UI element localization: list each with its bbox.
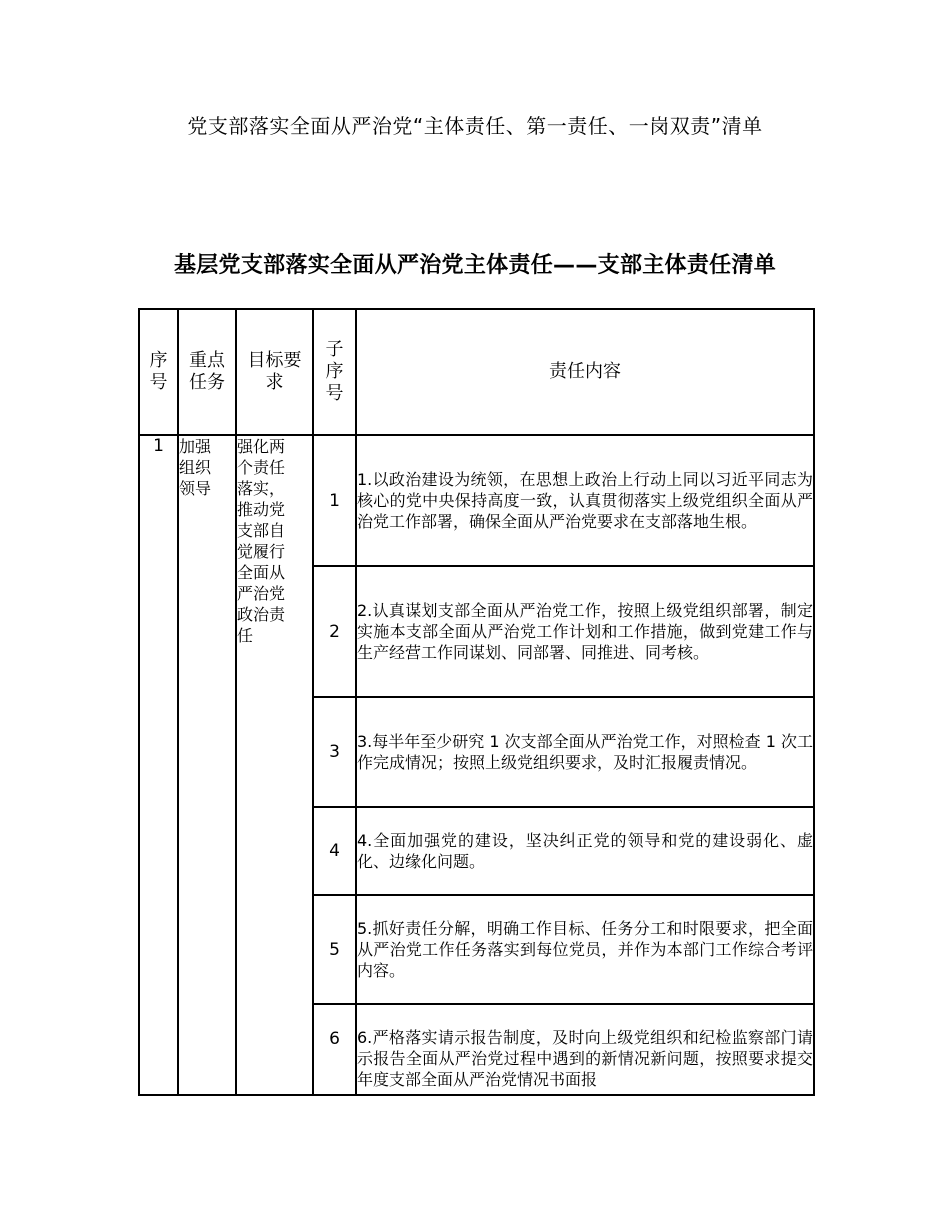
content-cell: 2.认真谋划支部全面从严治党工作，按照上级党组织部署，制定实施本支部全面从严治党工作计划和工作措施，做到党建工作与生产经营工作同谋划、同部署、同推进、同考核。 bbox=[356, 566, 814, 697]
sub-seq-cell: 5 bbox=[313, 895, 356, 1004]
content-cell: 4.全面加强党的建设，坚决纠正党的领导和党的建设弱化、虚化、边缘化问题。 bbox=[356, 807, 814, 895]
sub-seq-cell: 3 bbox=[313, 697, 356, 807]
group-seq-cell: 1 bbox=[139, 435, 178, 1095]
table-row bbox=[139, 435, 814, 566]
sub-seq-cell: 2 bbox=[313, 566, 356, 697]
content-cell: 6.严格落实请示报告制度，及时向上级党组织和纪检监察部门请示报告全面从严治党过程中遇到的新情况新问题，按照要求提交年度支部全面从严治党情况书面报 bbox=[356, 1004, 814, 1095]
table-header-row bbox=[139, 309, 814, 435]
group-key-task-cell: 加强组织领导 bbox=[178, 435, 236, 1095]
header-sub-seq: 子序号 bbox=[313, 309, 356, 435]
responsibility-table bbox=[138, 308, 815, 1096]
content-cell: 3.每半年至少研究 1 次支部全面从严治党工作，对照检查 1 次工作完成情况；按照上级党组织要求，及时汇报履责情况。 bbox=[356, 697, 814, 807]
table-title: 基层党支部落实全面从严治党主体责任——支部主体责任清单 bbox=[173, 253, 777, 278]
header-content: 责任内容 bbox=[356, 309, 814, 435]
content-cell: 1.以政治建设为统领，在思想上政治上行动上同以习近平同志为核心的党中央保持高度一致，认真贯彻落实上级党组织全面从严治党工作部署，确保全面从严治党要求在支部落地生根。 bbox=[356, 435, 814, 566]
header-key-task: 重点任务 bbox=[178, 309, 236, 435]
content-cell: 5.抓好责任分解，明确工作目标、任务分工和时限要求，把全面从严治党工作任务落实到每位党员，并作为本部门工作综合考评内容。 bbox=[356, 895, 814, 1004]
sub-seq-cell: 1 bbox=[313, 435, 356, 566]
header-seq: 序号 bbox=[139, 309, 178, 435]
group-goal-cell: 强化两个责任落实，推动党支部自觉履行全面从严治党政治责任 bbox=[236, 435, 313, 1095]
sub-seq-cell: 6 bbox=[313, 1004, 356, 1095]
header-goal: 目标要求 bbox=[236, 309, 313, 435]
document-title: 党支部落实全面从严治党“主体责任、第一责任、一岗双责”清单 bbox=[187, 114, 763, 138]
sub-seq-cell: 4 bbox=[313, 807, 356, 895]
